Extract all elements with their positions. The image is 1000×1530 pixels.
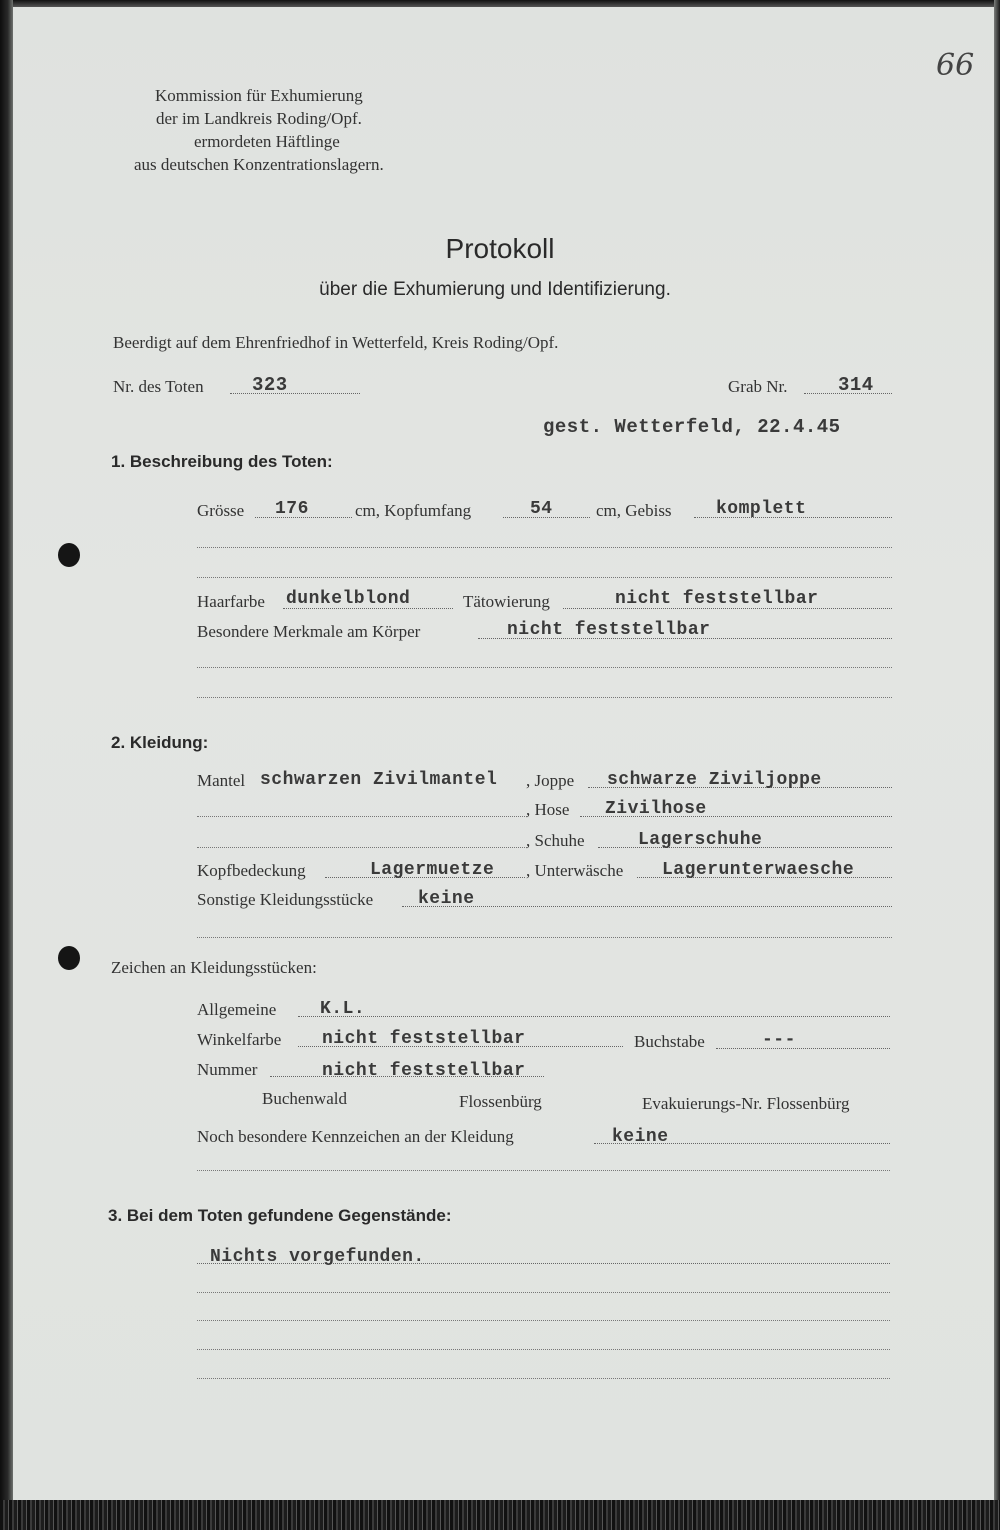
buchstabe-value: ---: [762, 1030, 796, 1050]
blank-line: [197, 1378, 890, 1379]
buchstabe-label: Buchstabe: [634, 1032, 705, 1051]
noch-kennzeichen-label: Noch besondere Kennzeichen an der Kleidung: [197, 1127, 514, 1146]
header-line-4: aus deutschen Konzentrationslagern.: [134, 155, 384, 174]
scan-edge-right: [994, 0, 1000, 1530]
unterwaesche-value: Lagerunterwaesche: [662, 860, 855, 880]
blank-line: [197, 1320, 890, 1321]
haarfarbe-value: dunkelblond: [286, 589, 411, 609]
blank-line: [197, 547, 892, 548]
merkmale-value: nicht feststellbar: [507, 620, 711, 640]
blank-line: [197, 1170, 890, 1171]
column-label-evakuierung: Evakuierungs-Nr. Flossenbürg: [642, 1094, 850, 1113]
sonstige-value: keine: [418, 889, 475, 909]
sonstige-label: Sonstige Kleidungsstücke: [197, 890, 374, 909]
grab-nr-label: Grab Nr.: [728, 377, 788, 396]
scan-edge-top: [0, 0, 1000, 7]
grab-nr-value: 314: [838, 374, 874, 396]
scan-edge-bottom: [0, 1500, 1000, 1530]
blank-line: [197, 816, 527, 817]
unterwaesche-label: , Unterwäsche: [526, 861, 624, 880]
scan-edge-left: [0, 0, 13, 1530]
kopfbedeckung-label: Kopfbedeckung: [197, 861, 306, 880]
blank-line: [197, 697, 892, 698]
nr-toten-value: 323: [252, 374, 288, 396]
winkelfarbe-value: nicht feststellbar: [322, 1029, 526, 1049]
nr-toten-label: Nr. des Toten: [113, 377, 204, 396]
header-line-2: der im Landkreis Roding/Opf.: [156, 109, 362, 128]
kopfumfang-value: 54: [530, 499, 553, 519]
blank-line: [197, 937, 892, 938]
blank-line: [197, 1349, 890, 1350]
column-label-flossenbuerg: Flossenbürg: [459, 1092, 542, 1111]
gebiss-value: komplett: [716, 499, 807, 519]
nummer-label: Nummer: [197, 1060, 258, 1079]
merkmale-label: Besondere Merkmale am Körper: [197, 622, 421, 641]
cm-gebiss-label: cm, Gebiss: [596, 501, 672, 520]
taetowierung-value: nicht feststellbar: [615, 589, 819, 609]
section-2-heading: 2. Kleidung:: [111, 733, 209, 752]
blank-line: [197, 577, 892, 578]
page-number: 66: [936, 48, 975, 83]
groesse-label: Grösse: [197, 501, 245, 520]
zeichen-heading: Zeichen an Kleidungsstücken:: [111, 958, 317, 977]
punch-hole: [58, 946, 80, 970]
allgemeine-dots: [298, 1016, 890, 1017]
nr-toten-dots: [230, 393, 360, 394]
schuhe-label: , Schuhe: [526, 831, 585, 850]
gegenstaende-value: Nichts vorgefunden.: [210, 1247, 425, 1267]
nummer-value: nicht feststellbar: [322, 1061, 526, 1081]
column-label-buchenwald: Buchenwald: [262, 1089, 347, 1108]
sonstige-dots: [402, 906, 892, 907]
death-note: gest. Wetterfeld, 22.4.45: [543, 416, 841, 438]
noch-kennzeichen-value: keine: [612, 1127, 669, 1147]
taetowierung-label: Tätowierung: [463, 592, 550, 611]
winkelfarbe-label: Winkelfarbe: [197, 1030, 282, 1049]
allgemeine-value: K.L.: [320, 999, 366, 1019]
section-1-heading: 1. Beschreibung des Toten:: [111, 452, 333, 471]
punch-hole: [58, 543, 80, 567]
burial-line: Beerdigt auf dem Ehrenfriedhof in Wetterfeld, Kreis Roding/Opf.: [113, 333, 559, 352]
section-3-heading: 3. Bei dem Toten gefundene Gegenstände:: [108, 1206, 452, 1225]
allgemeine-label: Allgemeine: [197, 1000, 277, 1019]
mantel-label: Mantel: [197, 771, 246, 790]
schuhe-value: Lagerschuhe: [638, 830, 763, 850]
blank-line: [197, 1292, 890, 1293]
buchstabe-dots: [716, 1048, 890, 1049]
page-subtitle: über die Exhumierung und Identifizierung.: [319, 279, 671, 300]
groesse-value: 176: [275, 499, 309, 519]
cm-kopfumfang-label: cm, Kopfumfang: [355, 501, 472, 520]
header-line-3: ermordeten Häftlinge: [194, 132, 340, 151]
blank-line: [197, 847, 527, 848]
header-line-1: Kommission für Exhumierung: [155, 86, 363, 105]
hose-label: , Hose: [526, 800, 570, 819]
joppe-label: , Joppe: [526, 771, 575, 790]
joppe-value: schwarze Ziviljoppe: [607, 770, 822, 790]
page-title: Protokoll: [445, 233, 555, 264]
kopfbedeckung-value: Lagermuetze: [370, 860, 495, 880]
hose-value: Zivilhose: [605, 799, 707, 819]
haarfarbe-label: Haarfarbe: [197, 592, 265, 611]
mantel-value: schwarzen Zivilmantel: [260, 770, 498, 790]
blank-line: [197, 667, 892, 668]
